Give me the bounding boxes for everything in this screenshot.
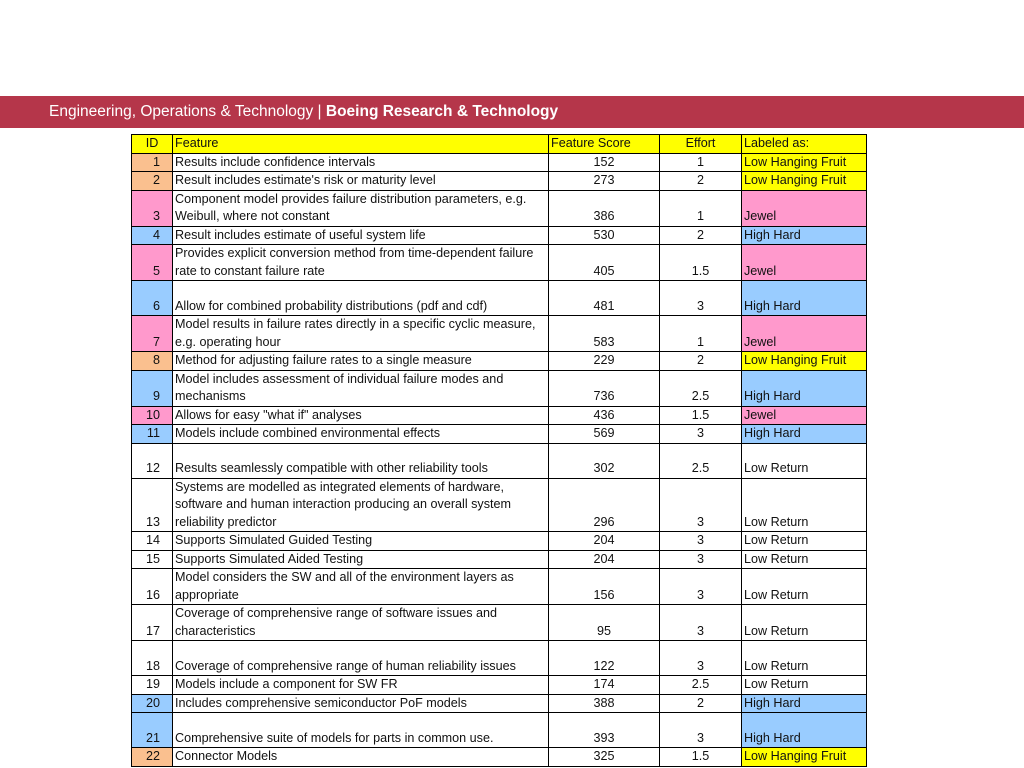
row-feature-score: 569 [549,425,660,444]
row-effort: 2 [660,172,742,191]
row-feature-score: 152 [549,153,660,172]
row-feature-score: 296 [549,478,660,532]
table-row [132,172,867,191]
row-feature-score: 386 [549,190,660,226]
row-label: High Hard [742,713,867,748]
row-feature: Allow for combined probability distributions (pdf and cdf) [173,281,549,316]
row-feature: Allows for easy "what if" analyses [173,406,549,425]
row-label: High Hard [742,281,867,316]
table-row [132,478,867,532]
row-id: 1 [132,153,173,172]
row-label: Low Return [742,550,867,569]
table-row [132,748,867,767]
row-feature-score: 122 [549,641,660,676]
table-row [132,281,867,316]
row-effort: 1.5 [660,748,742,767]
column-header-id: ID [132,135,173,154]
table-row [132,694,867,713]
row-id: 2 [132,172,173,191]
row-id: 12 [132,443,173,478]
row-feature-score: 156 [549,569,660,605]
row-feature: Systems are modelled as integrated elements of hardware, software and human interaction producing an overall system reliability predictor [173,478,549,532]
table-row [132,316,867,352]
table-body [132,153,867,766]
row-label: High Hard [742,694,867,713]
row-feature: Provides explicit conversion method from time-dependent failure rate to constant failure rate [173,245,549,281]
row-label: High Hard [742,370,867,406]
column-header-feature: Feature [173,135,549,154]
row-label: Low Hanging Fruit [742,153,867,172]
row-feature-score: 302 [549,443,660,478]
row-feature: Component model provides failure distribution parameters, e.g. Weibull, where not constant [173,190,549,226]
row-label: Low Return [742,605,867,641]
row-feature-score: 325 [549,748,660,767]
row-id: 20 [132,694,173,713]
table-row [132,190,867,226]
row-feature-score: 204 [549,532,660,551]
row-feature: Supports Simulated Aided Testing [173,550,549,569]
row-feature: Model considers the SW and all of the environment layers as appropriate [173,569,549,605]
column-header-feature-score: Feature Score [549,135,660,154]
row-feature-score: 736 [549,370,660,406]
row-effort: 3 [660,532,742,551]
row-label: Low Return [742,569,867,605]
row-effort: 3 [660,550,742,569]
row-feature: Method for adjusting failure rates to a single measure [173,352,549,371]
table-row [132,226,867,245]
row-effort: 3 [660,425,742,444]
table-row [132,569,867,605]
row-label: Jewel [742,190,867,226]
table-row [132,425,867,444]
row-label: Low Return [742,478,867,532]
row-label: Low Return [742,641,867,676]
feature-table [131,134,867,767]
table-row [132,406,867,425]
table-row [132,153,867,172]
header-banner [0,96,1024,128]
table-row [132,352,867,371]
row-id: 16 [132,569,173,605]
row-label: Low Hanging Fruit [742,352,867,371]
row-effort: 2.5 [660,370,742,406]
row-feature: Coverage of comprehensive range of human reliability issues [173,641,549,676]
table-row [132,676,867,695]
row-label: High Hard [742,425,867,444]
row-id: 11 [132,425,173,444]
row-feature-score: 436 [549,406,660,425]
row-effort: 3 [660,569,742,605]
row-effort: 1.5 [660,245,742,281]
row-effort: 2 [660,352,742,371]
row-effort: 3 [660,713,742,748]
row-effort: 2 [660,226,742,245]
row-label: Low Return [742,532,867,551]
row-label: Low Hanging Fruit [742,748,867,767]
row-feature: Coverage of comprehensive range of software issues and characteristics [173,605,549,641]
row-label: Low Return [742,443,867,478]
row-feature: Models include combined environmental effects [173,425,549,444]
table-row [132,605,867,641]
table-row [132,550,867,569]
row-label: Jewel [742,316,867,352]
row-id: 13 [132,478,173,532]
row-effort: 3 [660,641,742,676]
row-label: Low Return [742,676,867,695]
row-id: 21 [132,713,173,748]
row-feature: Comprehensive suite of models for parts in common use. [173,713,549,748]
row-id: 18 [132,641,173,676]
row-feature: Model includes assessment of individual failure modes and mechanisms [173,370,549,406]
column-header-effort: Effort [660,135,742,154]
row-effort: 2.5 [660,676,742,695]
row-id: 5 [132,245,173,281]
row-effort: 3 [660,605,742,641]
row-id: 6 [132,281,173,316]
row-feature-score: 229 [549,352,660,371]
row-label: Low Hanging Fruit [742,172,867,191]
row-effort: 1.5 [660,406,742,425]
row-feature-score: 273 [549,172,660,191]
row-label: Jewel [742,406,867,425]
row-effort: 1 [660,190,742,226]
row-feature: Includes comprehensive semiconductor PoF models [173,694,549,713]
table-row [132,713,867,748]
row-feature: Supports Simulated Guided Testing [173,532,549,551]
row-label: Jewel [742,245,867,281]
row-feature: Results seamlessly compatible with other reliability tools [173,443,549,478]
row-effort: 3 [660,281,742,316]
row-feature: Model results in failure rates directly in a specific cyclic measure, e.g. operating hour [173,316,549,352]
row-feature-score: 95 [549,605,660,641]
column-header-labeled-as: Labeled as: [742,135,867,154]
row-feature-score: 481 [549,281,660,316]
table-row [132,443,867,478]
table-row [132,641,867,676]
row-feature: Models include a component for SW FR [173,676,549,695]
row-feature-score: 388 [549,694,660,713]
row-feature: Connector Models [173,748,549,767]
row-id: 22 [132,748,173,767]
row-id: 14 [132,532,173,551]
row-feature: Result includes estimate of useful system life [173,226,549,245]
row-id: 7 [132,316,173,352]
row-feature-score: 583 [549,316,660,352]
row-id: 9 [132,370,173,406]
row-effort: 2.5 [660,443,742,478]
row-feature-score: 393 [549,713,660,748]
row-id: 17 [132,605,173,641]
row-id: 8 [132,352,173,371]
row-effort: 3 [660,478,742,532]
row-feature-score: 174 [549,676,660,695]
row-feature: Results include confidence intervals [173,153,549,172]
row-feature-score: 530 [549,226,660,245]
table-header-row [132,135,867,154]
row-feature-score: 405 [549,245,660,281]
row-id: 4 [132,226,173,245]
header-title-bold: Boeing Research & Technology [325,103,559,120]
row-effort: 1 [660,153,742,172]
row-id: 19 [132,676,173,695]
row-effort: 1 [660,316,742,352]
row-id: 3 [132,190,173,226]
table-row [132,370,867,406]
table-row [132,532,867,551]
row-effort: 2 [660,694,742,713]
table-row [132,245,867,281]
row-feature: Result includes estimate's risk or maturity level [173,172,549,191]
row-feature-score: 204 [549,550,660,569]
row-id: 15 [132,550,173,569]
row-label: High Hard [742,226,867,245]
row-id: 10 [132,406,173,425]
header-title-regular: Engineering, Operations & Technology | [49,103,326,120]
